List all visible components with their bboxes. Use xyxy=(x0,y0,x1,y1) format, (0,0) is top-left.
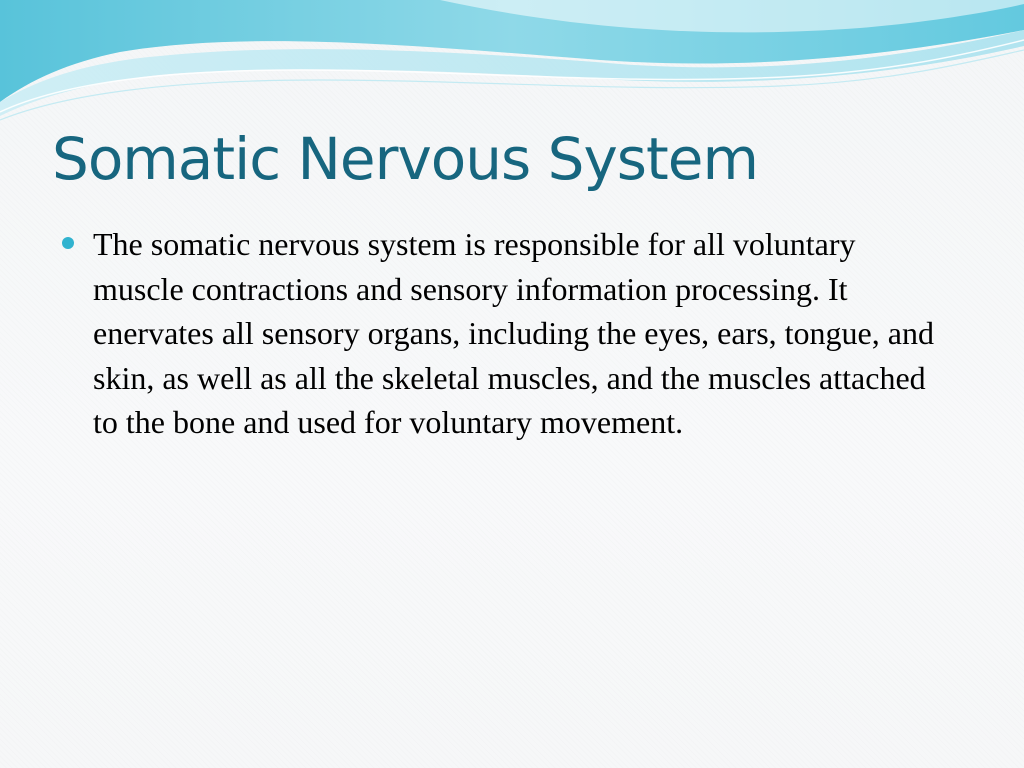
header-wave-decoration xyxy=(0,0,1024,130)
bullet-text: The somatic nervous system is responsible for all voluntary muscle contractions and sensory information processing. It enervates all sensory organs, including the eyes, ears, tongue, and skin, as well as all the skeletal muscles, and the muscles attached to the bone and used for voluntary movement. xyxy=(93,226,934,440)
slide-title: Somatic Nervous System xyxy=(52,125,758,193)
bullet-item xyxy=(62,222,942,445)
bullet-dot-icon xyxy=(62,237,74,249)
bullet-list xyxy=(62,222,942,445)
